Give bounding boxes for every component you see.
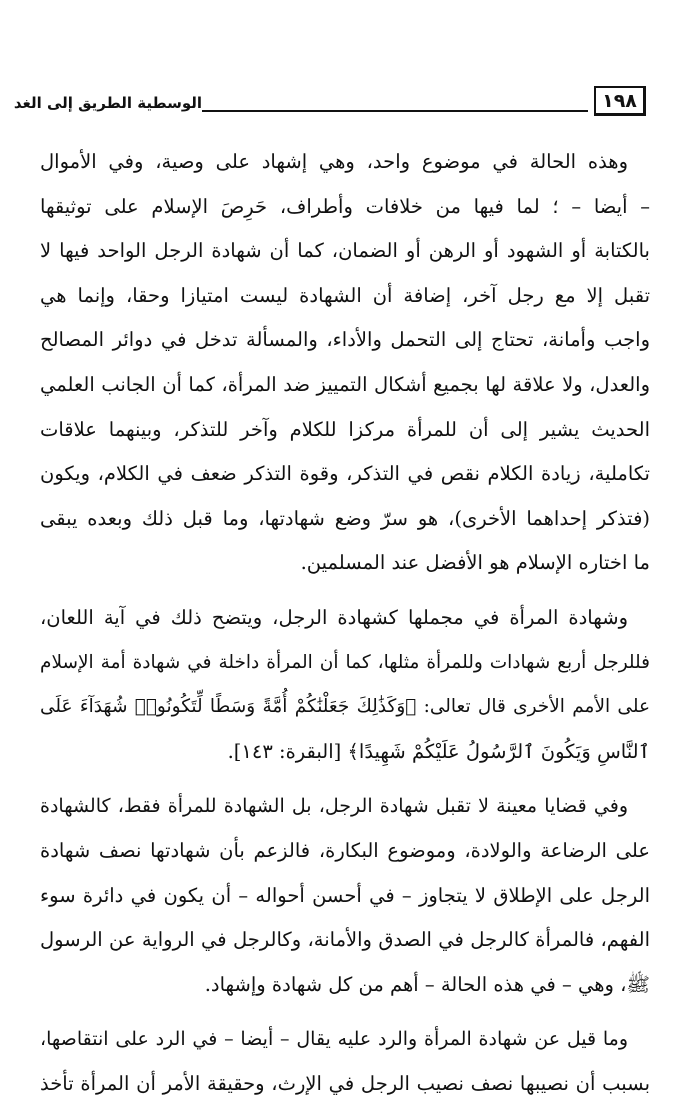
text-line: – أيضا – ؛ لما فيها من خلافات وأطراف، حَرِصَ الإسلام على توثيقها [40, 194, 650, 218]
text-line: وما قيل عن شهادة المرأة والرد عليه يقال – أيضا – في الرد على انتقاصها، [40, 1028, 628, 1051]
text-line: بالكتابة أو الشهود أو الرهن أو الضمان، كما أن شهادة الرجل الواحد فيها لا [40, 239, 650, 263]
paragraph-3 [40, 784, 650, 1007]
text-line: فللرجل أربع شهادات وللمرأة مثلها، كما أن المرأة داخلة في شهادة أمة الإسلام [40, 651, 650, 673]
text-line: والعدل، ولا علاقة لها بجميع أشكال التمييز ضد المرأة، كما أن الجانب العلمي [40, 372, 650, 396]
paragraph-2 [40, 596, 650, 774]
text-line: ما اختاره الإسلام هو الأفضل عند المسلمين. [300, 551, 650, 575]
quran-verse-line: على الأمم الأخرى قال تعالى: ﴿وَكَذَٰلِكَ جَعَلْنَٰكُمْ أُمَّةً وَسَطًا لِّتَكُونُوا۟ شُهَدَآءَ عَلَى [40, 696, 650, 718]
page-header [13, 86, 646, 122]
text-line: الرجل على الإطلاق لا يتجاوز – في أحسن أحواله – أن يكون في دائرة سوء [40, 883, 650, 907]
paragraph-1 [40, 140, 650, 586]
text-line: وفي قضايا معينة لا تقبل شهادة الرجل، بل الشهادة للمرأة فقط، كالشهادة [40, 795, 629, 818]
paragraph-4 [40, 1017, 650, 1106]
page-number: ١٩٨ [594, 86, 646, 116]
text-line: وشهادة المرأة في مجملها كشهادة الرجل، ويتضح ذلك في آية اللعان، [40, 605, 628, 629]
text-line: الحديث يشير إلى أن للمرأة مركزا للكلام وآخر للتذكر، وبينهما علاقات [40, 417, 650, 441]
text-line: واجب وأمانة، تحتاج إلى التحمل والأداء، والمسألة تدخل في دوائر المصالح [40, 328, 650, 352]
text-line: الفهم، فالمرأة كالرجل في الصدق والأمانة، وكالرجل في الرواية عن الرسول [40, 928, 650, 952]
text-line: تقبل إلا مع رجل آخر، إضافة أن الشهادة ليست امتيازا وحقا، وإنما هي [40, 283, 650, 307]
text-line: ﷺ، وهي – في هذه الحالة – أهم من كل شهادة وإشهاد. [204, 972, 650, 996]
text-line: (فتذكر إحداهما الأخرى)، هو سرّ وضع شهادتها، وما قبل ذلك وبعده يبقى [40, 506, 650, 530]
text-line: تكاملية، زيادة الكلام نقص في التذكر، وقوة التذكر ضعف في الكلام، ويكون [40, 462, 650, 486]
header-rule [202, 110, 588, 112]
text-line: وهذه الحالة في موضوع واحد، وهي إشهاد على وصية، وفي الأموال [40, 150, 628, 173]
text-line: على الرضاعة والولادة، وموضوع البكارة، فالزعم بأن شهادتها نصف شهادة [40, 838, 650, 862]
quran-verse-line: ٱلنَّاسِ وَيَكُونَ ٱلرَّسُولُ عَلَيْكُمْ شَهِيدًا﴾ [البقرة: ١٤٣]. [227, 739, 650, 763]
text-line: بسبب أن نصيبها نصف نصيب الرجل في الإرث، وحقيقة الأمر أن المرأة تأخذ [40, 1071, 650, 1095]
running-title: الوسطية الطريق إلى الغد [13, 94, 202, 112]
body-text [40, 140, 650, 1106]
